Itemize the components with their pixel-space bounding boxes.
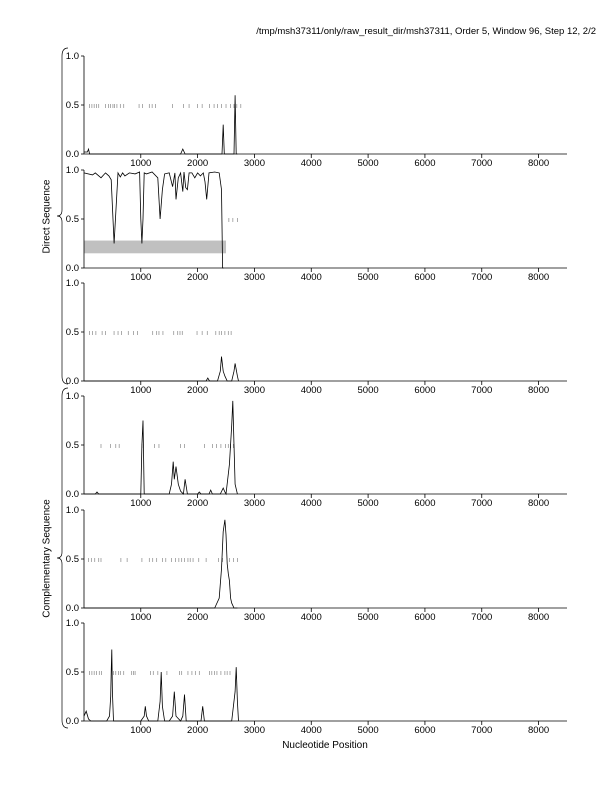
chart-panel-5	[66, 505, 567, 623]
chart-panel-1	[66, 51, 567, 169]
x-tick-label: 8000	[528, 272, 550, 283]
x-tick-label: 8000	[528, 725, 550, 736]
y-tick-label: 0.0	[65, 376, 79, 387]
y-tick-label: 1.0	[65, 505, 79, 516]
y-tick-label: 1.0	[65, 391, 79, 402]
x-tick-label: 6000	[414, 612, 436, 623]
x-tick-label: 8000	[528, 498, 550, 509]
x-tick-label: 7000	[471, 725, 493, 736]
x-tick-label: 2000	[187, 158, 209, 169]
x-tick-label: 2000	[187, 498, 209, 509]
x-tick-label: 5000	[357, 498, 379, 509]
x-tick-label: 7000	[471, 385, 493, 396]
x-tick-label: 8000	[528, 158, 550, 169]
x-tick-label: 4000	[300, 498, 322, 509]
y-tick-label: 1.0	[65, 618, 79, 629]
x-tick-label: 3000	[243, 272, 266, 283]
x-tick-label: 1000	[130, 498, 152, 509]
x-tick-label: 6000	[414, 385, 436, 396]
x-tick-label: 1000	[130, 612, 152, 623]
x-tick-label: 7000	[471, 612, 493, 623]
x-tick-label: 2000	[187, 272, 209, 283]
chart-panel-3	[66, 278, 567, 396]
x-tick-label: 7000	[471, 272, 493, 283]
chart-panel-2	[66, 165, 567, 283]
y-tick-label: 0.0	[65, 149, 79, 160]
x-tick-label: 3000	[243, 612, 266, 623]
x-tick-label: 7000	[471, 498, 493, 509]
x-tick-label: 5000	[357, 385, 379, 396]
group-label-direct: Direct Sequence	[41, 179, 53, 253]
series-line	[84, 650, 239, 722]
x-tick-label: 8000	[528, 385, 550, 396]
x-tick-label: 1000	[130, 385, 152, 396]
chart-panel-4	[66, 391, 567, 509]
series-line	[84, 520, 237, 608]
x-tick-label: 2000	[187, 385, 209, 396]
x-tick-label: 3000	[243, 158, 266, 169]
x-tick-label: 6000	[414, 158, 436, 169]
x-tick-label: 1000	[130, 725, 152, 736]
y-tick-label: 1.0	[65, 165, 79, 176]
y-tick-label: 0.0	[65, 263, 79, 274]
y-tick-label: 1.0	[65, 51, 79, 62]
y-tick-label: 0.5	[65, 440, 79, 451]
x-tick-label: 2000	[187, 725, 209, 736]
x-tick-label: 4000	[300, 725, 322, 736]
x-tick-label: 5000	[357, 612, 379, 623]
series-line	[84, 401, 237, 494]
series-line	[84, 357, 239, 382]
x-tick-label: 4000	[300, 385, 322, 396]
y-tick-label: 1.0	[65, 278, 79, 289]
x-tick-label: 4000	[300, 612, 322, 623]
x-tick-label: 6000	[414, 498, 436, 509]
series-line	[84, 172, 224, 268]
x-tick-label: 4000	[300, 272, 322, 283]
x-tick-label: 6000	[414, 272, 436, 283]
x-tick-label: 5000	[357, 158, 379, 169]
y-tick-label: 0.5	[65, 100, 79, 111]
y-tick-label: 0.0	[65, 603, 79, 614]
x-tick-label: 4000	[300, 158, 322, 169]
y-tick-label: 0.5	[65, 554, 79, 565]
x-tick-label: 6000	[414, 725, 436, 736]
panels-group	[66, 51, 567, 736]
y-tick-label: 0.5	[65, 667, 79, 678]
y-tick-label: 0.5	[65, 327, 79, 338]
x-tick-label: 5000	[357, 272, 379, 283]
y-tick-label: 0.0	[65, 489, 79, 500]
chart-panel-6	[66, 618, 567, 736]
group-label-complementary: Complementary Sequence	[41, 498, 53, 618]
x-tick-label: 1000	[130, 158, 152, 169]
x-axis-label: Nucleotide Position	[282, 740, 368, 751]
x-tick-label: 3000	[243, 498, 266, 509]
y-tick-label: 0.0	[65, 716, 79, 727]
x-tick-label: 8000	[528, 612, 550, 623]
x-tick-label: 3000	[243, 725, 266, 736]
x-tick-label: 5000	[357, 725, 379, 736]
x-tick-label: 2000	[187, 612, 209, 623]
x-tick-label: 7000	[471, 158, 493, 169]
header-title: /tmp/msh37311/only/raw_result_dir/msh37311, Order 5, Window 96, Step 12, 2/2	[256, 26, 596, 37]
y-tick-label: 0.5	[65, 214, 79, 225]
x-tick-label: 1000	[130, 272, 152, 283]
x-tick-label: 3000	[243, 385, 266, 396]
gray-bar	[84, 241, 226, 254]
